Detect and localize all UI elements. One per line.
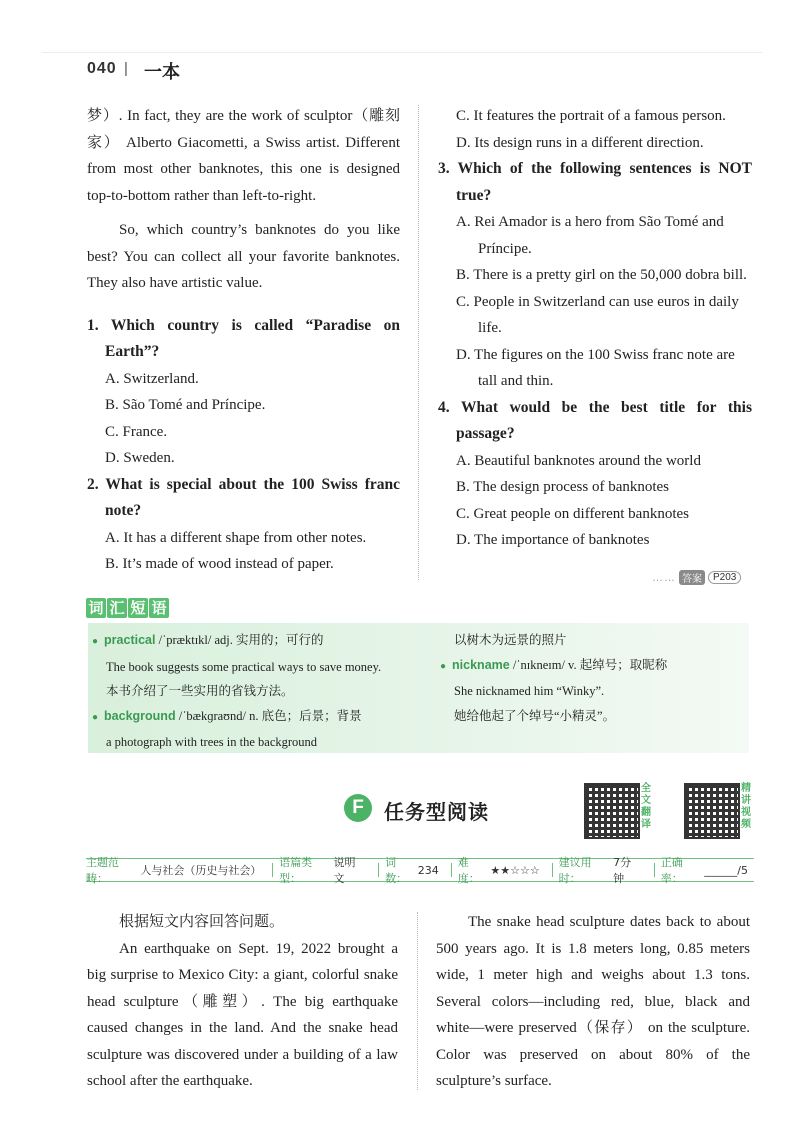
info-label: 语篇类型： — [279, 856, 313, 885]
qr-code-icon[interactable] — [584, 783, 640, 839]
bullet-icon: ● — [440, 660, 447, 672]
vocab-word: background — [104, 708, 176, 723]
vocab-entry-nickname — [440, 653, 740, 680]
header-rule — [42, 52, 762, 53]
option-4d: D. The importance of banknotes — [456, 532, 650, 548]
column-divider — [417, 912, 418, 1090]
info-divider — [654, 863, 655, 877]
option-3c: C. People in Switzerland can use euros in daily life. — [456, 293, 739, 336]
vocab-title-char: 汇 — [107, 598, 127, 618]
info-value: 234 — [417, 863, 439, 877]
answer-tag: 答案 — [679, 570, 705, 585]
vocab-example-en: She nicknamed him “Winky”. — [454, 684, 605, 698]
option-3a: A. Rei Amador is a hero from São Tomé and Príncipe. — [456, 214, 724, 257]
vocab-example-zh: 以树木为远景的照片 — [454, 633, 567, 647]
vocab-entry-practical — [92, 628, 402, 655]
page-number: 040 — [87, 60, 117, 77]
vocab-example-en: a photograph with trees in the background — [106, 735, 318, 749]
answer-page: P203 — [708, 571, 741, 584]
vocab-right — [440, 628, 740, 728]
option-4a: A. Beautiful banknotes around the world — [456, 452, 701, 469]
passage-paragraph: 梦）. In fact, they are the work of sculptor（雕刻家） Alberto Giacometti, a Swiss artist. Different from most other banknotes, this one is designed top-to-bottom rather than left-to-right. — [87, 108, 400, 204]
bullet-icon: ● — [92, 711, 99, 723]
section-badge: F — [344, 794, 372, 822]
info-label: 正确率： — [660, 856, 683, 885]
info-bar — [86, 856, 754, 885]
passage-paragraph-final: So, which country’s banknotes do you like best? You can collect all your favorite banknotes. They also have artistic value. — [87, 222, 400, 291]
vocab-left — [92, 628, 402, 755]
right-column — [438, 103, 752, 554]
qr-caption-video: 精讲视频 — [741, 783, 751, 830]
vocab-title — [86, 598, 170, 618]
option-4c: C. Great people on different banknotes — [456, 505, 689, 522]
option-1a: A. Switzerland. — [105, 370, 199, 387]
bullet-icon: ● — [92, 636, 99, 647]
answer-reference — [652, 570, 741, 585]
vocab-word: nickname — [452, 657, 510, 672]
option-2b: B. It’s made of wood instead of paper. — [105, 556, 334, 572]
option-1c: C. France. — [105, 423, 168, 440]
option-4b: B. The design process of banknotes — [456, 479, 670, 495]
info-label: 难度： — [457, 856, 480, 885]
info-value: 人与社会（历史与社会） — [140, 864, 262, 877]
info-divider — [552, 863, 553, 877]
passage-f-right — [436, 909, 750, 1095]
passage-f-left — [87, 909, 398, 1095]
vocab-title-char: 词 — [86, 598, 106, 618]
score-blank[interactable]: ______/5 — [704, 863, 748, 877]
info-value: 7分钟 — [613, 856, 632, 885]
vocab-definition: /ˈnɪkneɪm/ v. 起绰号；取昵称 — [512, 657, 668, 672]
brand-logo: 一本 — [144, 62, 180, 82]
info-label: 词数： — [385, 856, 408, 885]
section-title: 任务型阅读 — [384, 800, 489, 824]
passage-paragraph: An earthquake on Sept. 19, 2022 brought a big surprise to Mexico City: a giant, colorful snake head sculpture（雕塑）. The big earthquake caused changes in the land. And the snake head sculpture was discovered under a building of a law school after the earthquake. — [87, 940, 398, 1089]
vocab-title-char: 语 — [149, 598, 169, 618]
left-column — [87, 103, 400, 578]
question-3: 3. Which of the following sentences is NOT true? — [438, 160, 752, 204]
vocab-entry-background — [92, 704, 402, 731]
option-2c: C. It features the portrait of a famous person. — [456, 108, 726, 124]
option-1d: D. Sweden. — [105, 450, 175, 466]
info-label: 建议用时： — [558, 856, 592, 885]
vocab-example-zh: 本书介绍了一些实用的省钱方法。 — [106, 684, 294, 698]
option-3b: B. There is a pretty girl on the 50,000 dobra bill. — [456, 267, 747, 283]
leader-dots: …… — [652, 571, 676, 584]
vocab-example-zh: 她给他起了个绰号“小精灵”。 — [454, 708, 616, 723]
question-2: 2. What is special about the 100 Swiss franc note? — [87, 475, 400, 519]
passage-paragraph: The snake head sculpture dates back to about 500 years ago. It is 1.8 meters long, 0.85 meters wide, 1 meter high and weighs about 1.3 tons. Several colors—including red, blue, black and white—were preserved（保存） on the sculpture. Color was preserved on about 80% of the sculpture’s surface. — [436, 914, 750, 1089]
qr-code-icon[interactable] — [684, 783, 740, 839]
vocab-definition: /ˈbækɡraʊnd/ n. 底色；后景；背景 — [178, 708, 362, 723]
vocab-word: practical — [104, 633, 156, 647]
vocab-example-en: The book suggests some practical ways to save money. — [106, 659, 382, 674]
instruction-text: 根据短文内容回答问题。 — [119, 914, 285, 930]
question-4: 4. What would be the best title for this passage? — [438, 398, 752, 442]
difficulty-stars: ★★☆☆☆ — [490, 863, 540, 877]
vocab-definition: /ˈpræktɪkl/ adj. 实用的；可行的 — [158, 633, 324, 647]
info-divider — [272, 863, 273, 877]
option-2d: D. Its design runs in a different direction. — [456, 134, 704, 151]
question-1: 1. Which country is called “Paradise on Earth”? — [87, 316, 400, 360]
option-2a: A. It has a different shape from other notes. — [105, 529, 367, 546]
header-separator: | — [124, 60, 128, 77]
qr-caption-translation: 全文翻译 — [641, 783, 651, 830]
info-divider — [378, 863, 379, 877]
info-value: 说明文 — [333, 856, 356, 885]
column-divider — [418, 105, 419, 580]
option-3d: D. The figures on the 100 Swiss franc note are tall and thin. — [456, 346, 735, 389]
vocab-title-char: 短 — [128, 598, 148, 618]
info-divider — [451, 863, 452, 877]
info-label: 主题范畴： — [86, 856, 119, 885]
option-1b: B. São Tomé and Príncipe. — [105, 397, 266, 413]
